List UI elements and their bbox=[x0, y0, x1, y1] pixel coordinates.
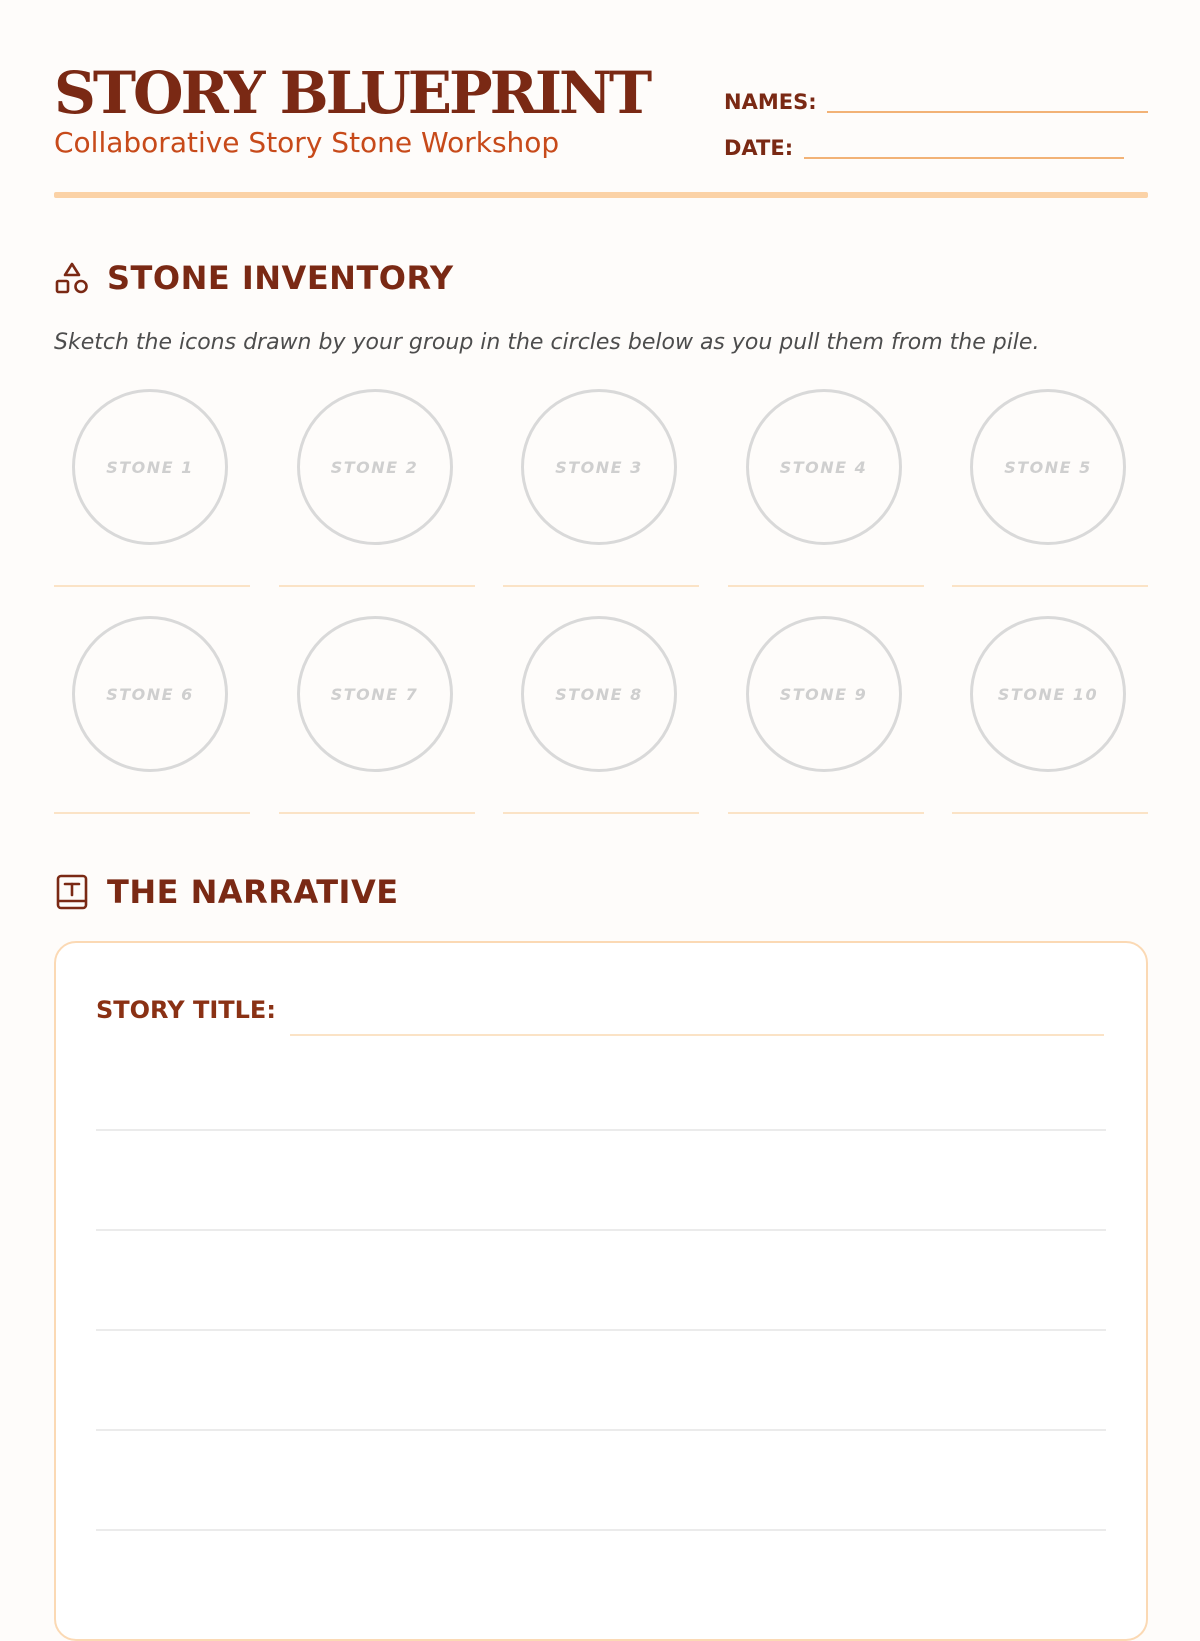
inventory-heading bbox=[54, 258, 554, 298]
stone-caption-line[interactable] bbox=[728, 585, 924, 587]
stone-caption-line[interactable] bbox=[279, 812, 475, 814]
writing-line[interactable] bbox=[96, 1529, 1106, 1531]
page-subtitle: Collaborative Story Stone Workshop bbox=[54, 126, 560, 159]
shapes-icon bbox=[54, 260, 90, 296]
stone-caption-line[interactable] bbox=[503, 812, 699, 814]
stone-slot[interactable] bbox=[54, 614, 250, 814]
stone-slot[interactable] bbox=[503, 614, 699, 814]
writing-line[interactable] bbox=[96, 1229, 1106, 1231]
stone-circle[interactable] bbox=[72, 389, 228, 545]
stone-circle[interactable] bbox=[72, 616, 228, 772]
inventory-instructions: Sketch the icons drawn by your group in the circles below as you pull them from the pile. bbox=[54, 330, 1040, 355]
stone-slot[interactable] bbox=[728, 614, 924, 814]
stone-label: STONE 6 bbox=[106, 684, 194, 704]
stone-caption-line[interactable] bbox=[279, 585, 475, 587]
stone-slot[interactable] bbox=[728, 387, 924, 587]
stone-label: STONE 9 bbox=[779, 684, 868, 704]
narrative-box bbox=[54, 941, 1148, 1641]
stone-label: STONE 5 bbox=[1004, 457, 1092, 477]
header-divider bbox=[54, 192, 1148, 198]
stone-label: STONE 4 bbox=[779, 457, 868, 477]
narrative-heading bbox=[54, 872, 554, 912]
story-title-label: STORY TITLE: bbox=[96, 996, 276, 1024]
stone-slot[interactable] bbox=[952, 614, 1148, 814]
worksheet-page bbox=[54, 0, 1148, 1600]
stone-caption-line[interactable] bbox=[728, 812, 924, 814]
header bbox=[54, 58, 1148, 198]
stone-circle[interactable] bbox=[297, 616, 453, 772]
stone-circle[interactable] bbox=[297, 389, 453, 545]
stone-slot[interactable] bbox=[279, 614, 475, 814]
stone-caption-line[interactable] bbox=[54, 585, 250, 587]
date-line[interactable] bbox=[804, 157, 1124, 159]
stone-circle[interactable] bbox=[970, 389, 1126, 545]
stone-slot[interactable] bbox=[503, 387, 699, 587]
narrative-title: THE NARRATIVE bbox=[107, 873, 399, 911]
stone-label: STONE 2 bbox=[330, 457, 419, 477]
stone-caption-line[interactable] bbox=[503, 585, 699, 587]
stone-label: STONE 10 bbox=[997, 684, 1099, 704]
stone-circle[interactable] bbox=[746, 389, 902, 545]
stone-label: STONE 8 bbox=[555, 684, 643, 704]
stone-circle[interactable] bbox=[970, 616, 1126, 772]
stone-caption-line[interactable] bbox=[952, 812, 1148, 814]
stone-slot[interactable] bbox=[279, 387, 475, 587]
writing-line[interactable] bbox=[96, 1329, 1106, 1331]
stone-circle[interactable] bbox=[521, 389, 677, 545]
stone-caption-line[interactable] bbox=[952, 585, 1148, 587]
text-book-icon bbox=[54, 874, 90, 910]
writing-line[interactable] bbox=[96, 1129, 1106, 1131]
stone-label: STONE 7 bbox=[330, 684, 419, 704]
names-field[interactable] bbox=[724, 87, 1148, 117]
story-title-line[interactable] bbox=[290, 1034, 1104, 1036]
stone-circle[interactable] bbox=[746, 616, 902, 772]
stone-slot[interactable] bbox=[54, 387, 250, 587]
names-label: NAMES: bbox=[724, 90, 817, 114]
stone-circle[interactable] bbox=[521, 616, 677, 772]
inventory-title: STONE INVENTORY bbox=[107, 259, 454, 297]
stone-slot[interactable] bbox=[952, 387, 1148, 587]
page-title: STORY BLUEPRINT bbox=[54, 59, 650, 127]
date-field[interactable] bbox=[724, 133, 1124, 163]
stone-label: STONE 3 bbox=[555, 457, 643, 477]
stone-caption-line[interactable] bbox=[54, 812, 250, 814]
names-line[interactable] bbox=[827, 111, 1148, 113]
date-label: DATE: bbox=[724, 136, 794, 160]
stone-label: STONE 1 bbox=[106, 457, 194, 477]
writing-line[interactable] bbox=[96, 1429, 1106, 1431]
